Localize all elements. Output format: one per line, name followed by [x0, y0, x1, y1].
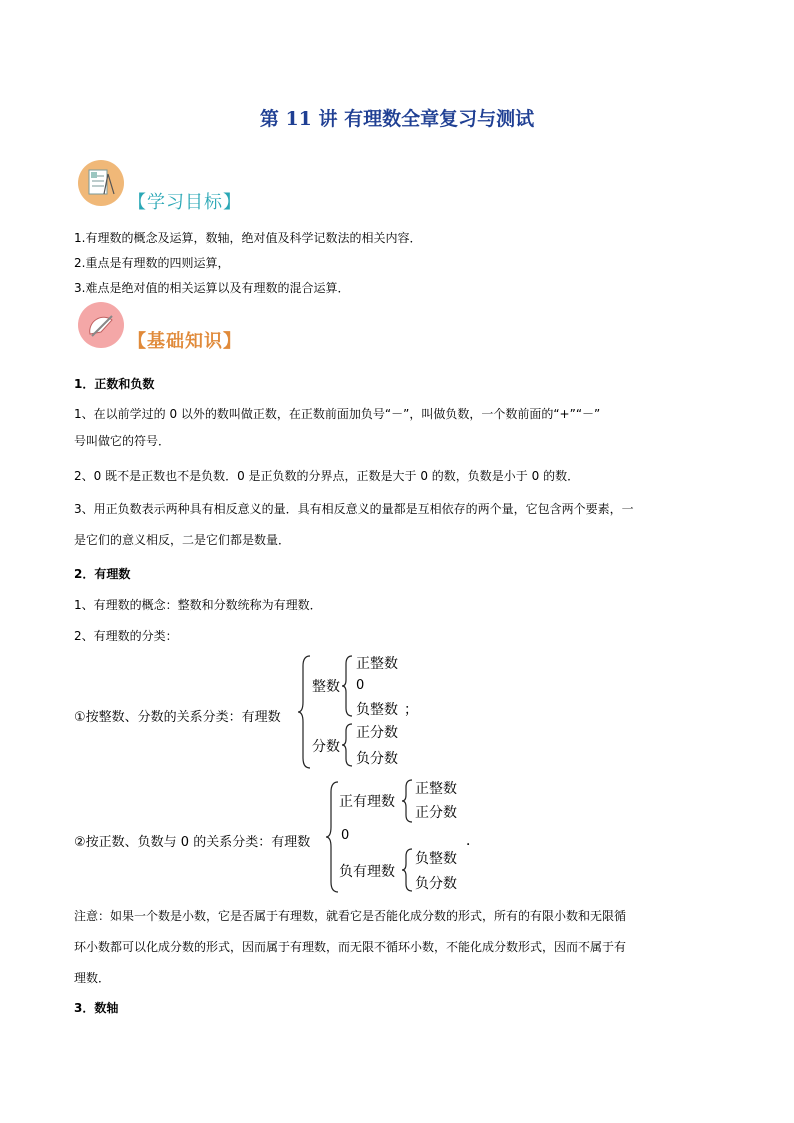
part1-para3b: 是它们的意义相反，二是它们都是数量． — [74, 533, 291, 547]
classification2-brace-negative — [402, 847, 414, 893]
part2-heading: 2．有理数 — [74, 567, 131, 581]
goal-item-3: 3.难点是绝对值的相关运算以及有理数的混合运算． — [74, 281, 350, 295]
class1-zero: 0 — [356, 678, 365, 693]
part1-para1b: 号叫做它的符号． — [74, 434, 171, 448]
protractor-icon — [78, 302, 124, 348]
class2-negative-fraction: 负分数 — [415, 876, 457, 892]
goal-item-2: 2.重点是有理数的四则运算， — [74, 256, 230, 270]
classification2-lead: ②按正数、负数与 0 的关系分类：有理数 — [74, 835, 311, 850]
class1-fraction: 分数 — [312, 739, 340, 755]
page-title: 第 11 讲 有理数全章复习与测试 — [259, 108, 535, 130]
class1-negative-integer: 负整数 — [356, 702, 398, 718]
part2-para1: 1、有理数的概念：整数和分数统称为有理数． — [74, 598, 322, 612]
class1-negative-fraction: 负分数 — [356, 751, 398, 767]
class2-negative-integer: 负整数 — [415, 851, 457, 867]
note-line-2: 环小数都可以化成分数的形式，因而属于有理数，而无限不循环小数，不能化成分数形式，因而不属于有 — [74, 940, 627, 954]
part1-para2: 2、0 既不是正数也不是负数．0 是正负数的分界点，正数是大于 0 的数，负数是小于 0 的数． — [74, 469, 580, 483]
class2-end: ． — [466, 833, 480, 849]
classification1-lead: ①按整数、分数的关系分类：有理数 — [74, 710, 281, 725]
classification2-brace-outer — [326, 780, 340, 894]
classification1-brace-outer — [298, 654, 312, 770]
basics-heading: 【基础知识】 — [128, 331, 242, 352]
class1-positive-integer: 正整数 — [356, 656, 398, 672]
class2-zero: 0 — [341, 828, 350, 843]
classification2-brace-positive — [402, 778, 414, 824]
notebook-icon — [78, 160, 124, 206]
class1-positive-fraction: 正分数 — [356, 725, 398, 741]
note-line-1: 注意：如果一个数是小数，它是否属于有理数，就看它是否能化成分数的形式，所有的有限小数和无限循 — [74, 909, 627, 923]
class2-positive-integer: 正整数 — [415, 781, 457, 797]
part3-heading: 3．数轴 — [74, 1001, 119, 1015]
part1-para3a: 3、用正负数表示两种具有相反意义的量．具有相反意义的量都是互相依存的两个量，它包含两个要素，一 — [74, 502, 634, 516]
class2-positive-rational: 正有理数 — [339, 794, 395, 810]
goals-heading: 【学习目标】 — [128, 192, 242, 213]
note-line-3: 理数． — [74, 971, 111, 985]
part1-para1a: 1、在以前学过的 0 以外的数叫做正数，在正数前面加负号“－”，叫做负数，一个数前面的“+”“－” — [74, 407, 601, 421]
class1-end: ； — [404, 702, 418, 718]
part1-heading: 1．正数和负数 — [74, 377, 155, 391]
goal-item-1: 1.有理数的概念及运算，数轴，绝对值及科学记数法的相关内容． — [74, 231, 422, 245]
part2-para2: 2、有理数的分类： — [74, 629, 178, 643]
class2-positive-fraction: 正分数 — [415, 805, 457, 821]
classification1-brace-fraction — [342, 722, 354, 768]
class2-negative-rational: 负有理数 — [339, 864, 395, 880]
classification1-brace-integer — [342, 654, 354, 718]
class1-integer: 整数 — [312, 679, 340, 695]
